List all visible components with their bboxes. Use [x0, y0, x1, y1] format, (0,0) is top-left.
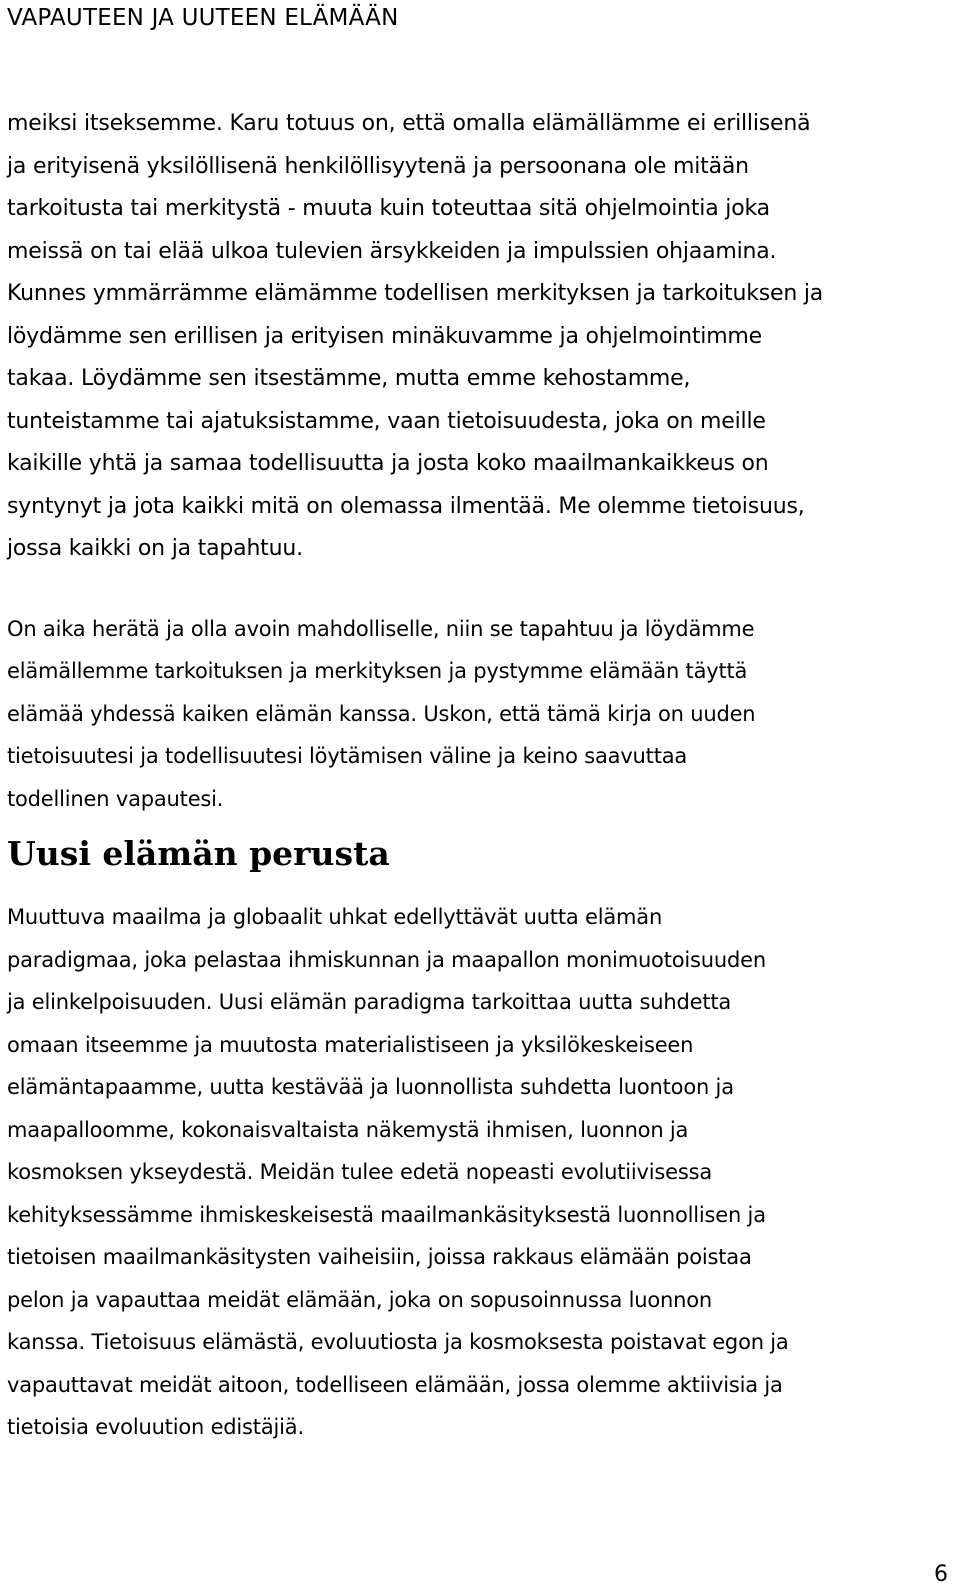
- text-line: meissä on tai elää ulkoa tulevien ärsykkeiden ja impulssien ohjaamina.: [7, 238, 777, 264]
- text-line: todellinen vapautesi.: [7, 786, 224, 811]
- text-line: jossa kaikki on ja tapahtuu.: [7, 536, 303, 561]
- text-line: omaan itseemme ja muutosta materialistiseen ja yksilökeskeiseen: [7, 1032, 694, 1057]
- paragraph-1: [7, 103, 942, 571]
- text-line: pelon ja vapauttaa meidät elämään, joka on sopusoinnussa luonnon: [7, 1287, 713, 1312]
- text-line: kanssa. Tietoisuus elämästä, evoluutiosta ja kosmoksesta poistavat egon ja: [7, 1330, 789, 1354]
- text-line: takaa. Löydämme sen itsestämme, mutta emme kehostamme,: [7, 366, 691, 391]
- text-line: tietoisia evoluution edistäjiä.: [7, 1415, 304, 1439]
- text-line: ja elinkelpoisuuden. Uusi elämän paradigma tarkoittaa uutta suhdetta: [7, 990, 732, 1014]
- text-line: elämää yhdessä kaiken elämän kanssa. Uskon, että tämä kirja on uuden: [7, 701, 756, 726]
- text-line: elämällemme tarkoituksen ja merkityksen ja pystymme elämään täyttä: [7, 659, 748, 683]
- section-heading: Uusi elämän perusta: [7, 834, 390, 873]
- text-line: löydämme sen erillisen ja erityisen minäkuvamme ja ohjelmointimme: [7, 323, 762, 349]
- text-line: ja erityisenä yksilöllisenä henkilöllisyytenä ja persoonana ole mitään: [7, 153, 749, 179]
- paragraph-2: [7, 608, 942, 821]
- text-line: vapauttavat meidät aitoon, todelliseen elämään, jossa olemme aktiivisia ja: [7, 1372, 783, 1397]
- text-line: maapalloomme, kokonaisvaltaista näkemystä ihmisen, luonnon ja: [7, 1117, 689, 1142]
- paragraph-spacer: [7, 571, 942, 608]
- text-line: On aika herätä ja olla avoin mahdolliselle, niin se tapahtuu ja löydämme: [7, 616, 755, 641]
- text-line: tarkoitusta tai merkitystä - muuta kuin toteuttaa sitä ohjelmointia joka: [7, 196, 770, 221]
- text-line: paradigmaa, joka pelastaa ihmiskunnan ja maapallon monimuotoisuuden: [7, 947, 766, 972]
- text-line: syntynyt ja jota kaikki mitä on olemassa ilmentää. Me olemme tietoisuus,: [7, 493, 805, 519]
- running-header: VAPAUTEEN JA UUTEEN ELÄMÄÄN: [7, 5, 399, 31]
- text-line: tunteistamme tai ajatuksistamme, vaan tietoisuudesta, joka on meille: [7, 408, 766, 434]
- text-line: kaikille yhtä ja samaa todellisuutta ja josta koko maailmankaikkeus on: [7, 451, 769, 476]
- page-number: 6: [934, 1562, 948, 1587]
- text-line: kehityksessämme ihmiskeskeisestä maailmankäsityksestä luonnollisen ja: [7, 1202, 766, 1227]
- text-line: elämäntapaamme, uutta kestävää ja luonnollista suhdetta luontoon ja: [7, 1075, 734, 1099]
- text-line: tietoisen maailmankäsitysten vaiheisiin, joissa rakkaus elämään poistaa: [7, 1245, 752, 1269]
- text-line: kosmoksen ykseydestä. Meidän tulee edetä nopeasti evolutiivisessa: [7, 1160, 713, 1184]
- text-line: Muuttuva maailma ja globaalit uhkat edellyttävät uutta elämän: [7, 905, 663, 929]
- text-line: meiksi itseksemme. Karu totuus on, että omalla elämällämme ei erillisenä: [7, 111, 811, 136]
- section-paragraph: [7, 896, 942, 1449]
- page-body: [7, 103, 942, 1449]
- text-line: Kunnes ymmärrämme elämämme todellisen merkityksen ja tarkoituksen ja: [7, 281, 824, 306]
- text-line: tietoisuutesi ja todellisuutesi löytämisen väline ja keino saavuttaa: [7, 744, 688, 768]
